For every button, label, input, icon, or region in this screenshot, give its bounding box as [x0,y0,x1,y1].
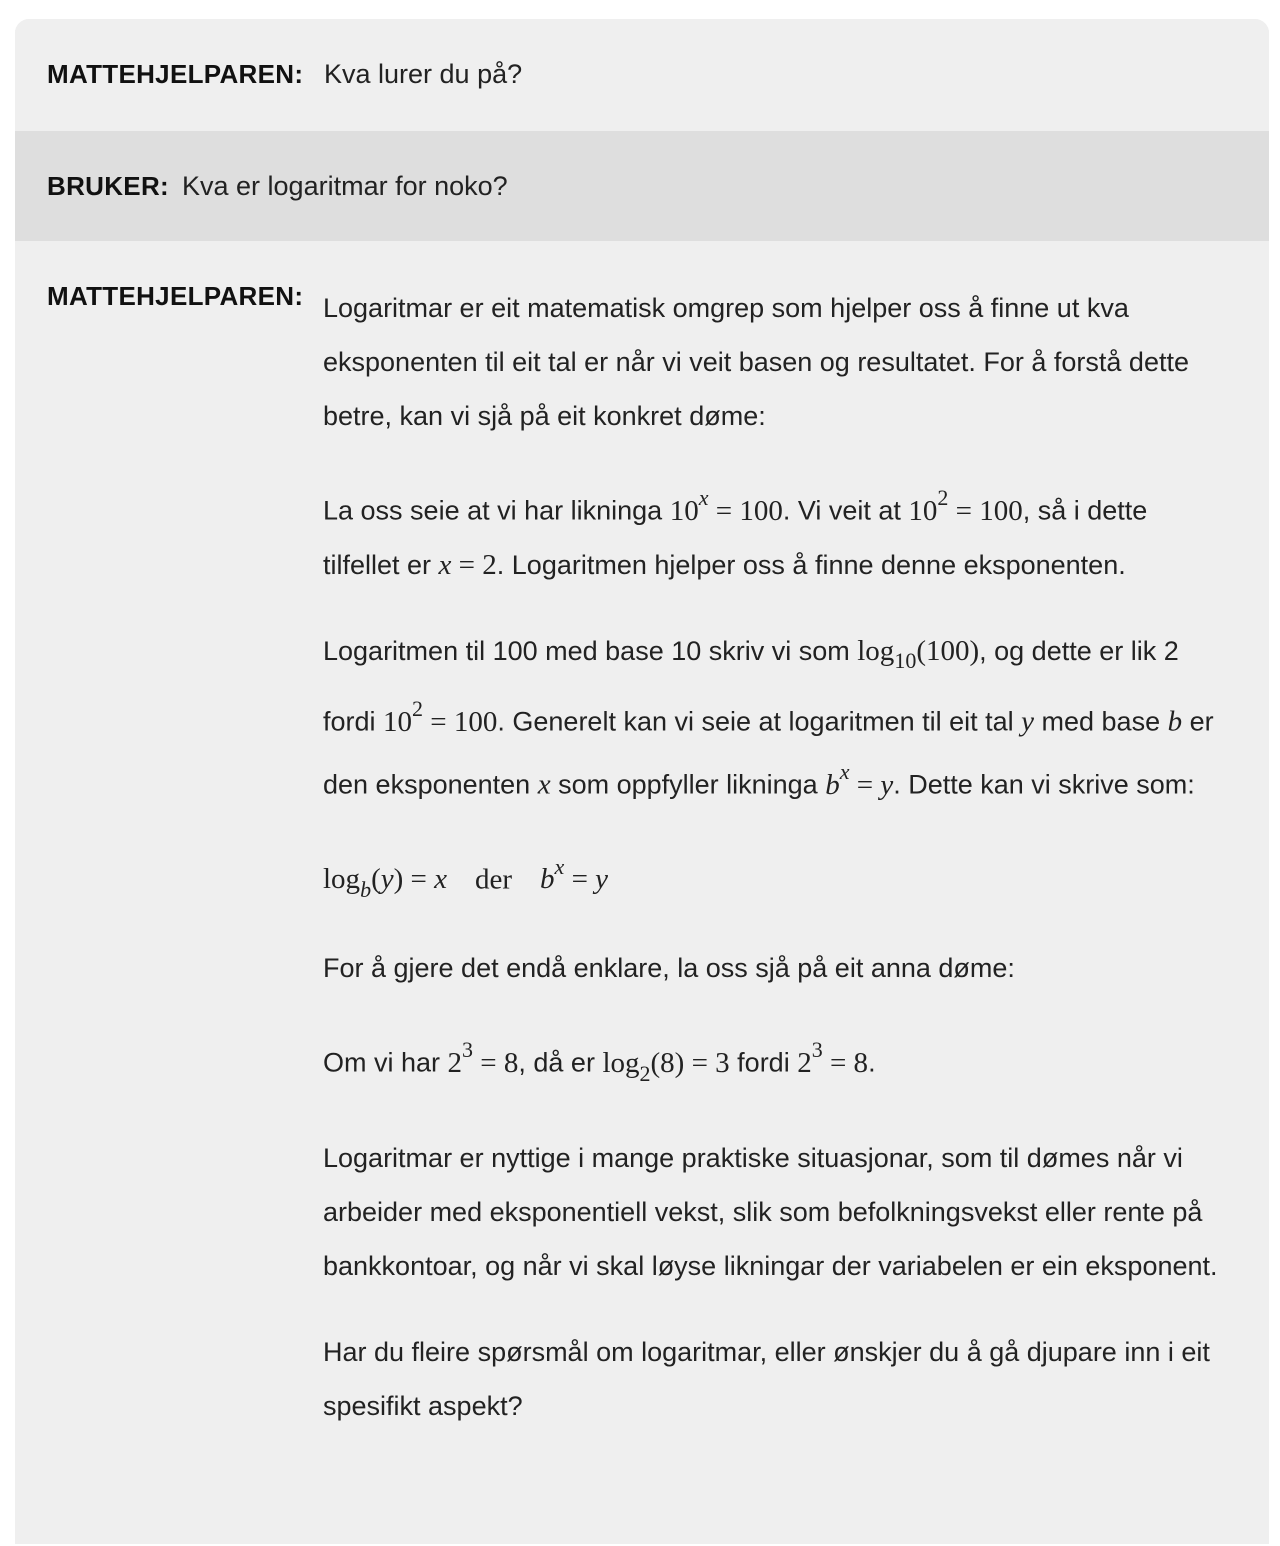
math-expression: $\log_2(8) = 3$ [602,1046,730,1086]
math-expression: $2^3 = 8$ [797,1037,869,1079]
message-text: Kva er logaritmar for noko? [182,171,508,201]
math-expression: $\log_{10}(100)$ [857,634,980,674]
answer-paragraph-transition: For å gjere det endå enklare, la oss sjå på eit anna døme: [323,953,1015,984]
math-expression: $10^2 = 100$ [383,696,498,739]
speaker-label: BRUKER: [47,171,169,201]
answer-paragraph-applications: Logaritmar er nyttige i mange praktiske situasjonar, som til dømes når vi arbeider med eksponentiell vekst, slik som befolkningsvekst eller rente på bankkontoar, og når vi skal løyse likningar der variabelen er ein eksponent. [323,1142,1218,1281]
math-expression: $10^x = 100$ [669,485,783,527]
math-expression: y [1021,706,1035,739]
math-expression: $10^2 = 100$ [908,485,1023,527]
speaker-label: MATTEHJELPAREN: [47,59,304,89]
math-expression: $b^x = y$ [825,759,894,801]
math-expression: x [537,768,551,801]
message-text: Kva lurer du på? [324,59,523,89]
speaker-label: MATTEHJELPAREN: [47,281,304,311]
math-expression: x = 2 [438,548,497,581]
user-question-message [15,131,1269,241]
chat-transcript [15,19,1269,1544]
display-equation: $\log_b(y) = x$ der $b^x = y$ [323,853,609,903]
answer-paragraph-intro: Logaritmar er eit matematisk omgrep som hjelper oss å finne ut kva eksponenten til eit tal er når vi veit basen og resultatet. For å forstå dette betre, kan vi sjå på eit konkret døme: [323,293,1189,431]
answer-paragraph-followup: Har du fleire spørsmål om logaritmar, eller ønskjer du å gå djupare inn i eit spesifikt aspekt? [323,1336,1210,1421]
answer-paragraph-definition: Logaritmen til 100 med base 10 skriv vi som $\log_{10}(100)$, og dette er lik 2 fordi $10^2 = 100$. Generelt kan vi seie at logaritmen til eit tal y med base b er den eksponenten x som oppfyller likninga $b^x = y$. Dette kan vi skrive som: [323,634,1214,801]
answer-paragraph-second-example: Om vi har $2^3 = 8$, då er $\log_2(8) = 3$ fordi $2^3 = 8$. [323,1037,876,1086]
answer-paragraph-example: La oss seie at vi har likninga $10^x = 100$. Vi veit at $10^2 = 100$, så i dette tilfellet er x = 2. Logaritmen hjelper oss å finne denne eksponenten. [323,485,1148,581]
answer-body [323,281,1223,1465]
assistant-answer-message [15,241,1269,1544]
math-expression: b [1167,706,1183,739]
assistant-greeting-message [15,19,1269,131]
math-expression: $2^3 = 8$ [447,1037,519,1079]
